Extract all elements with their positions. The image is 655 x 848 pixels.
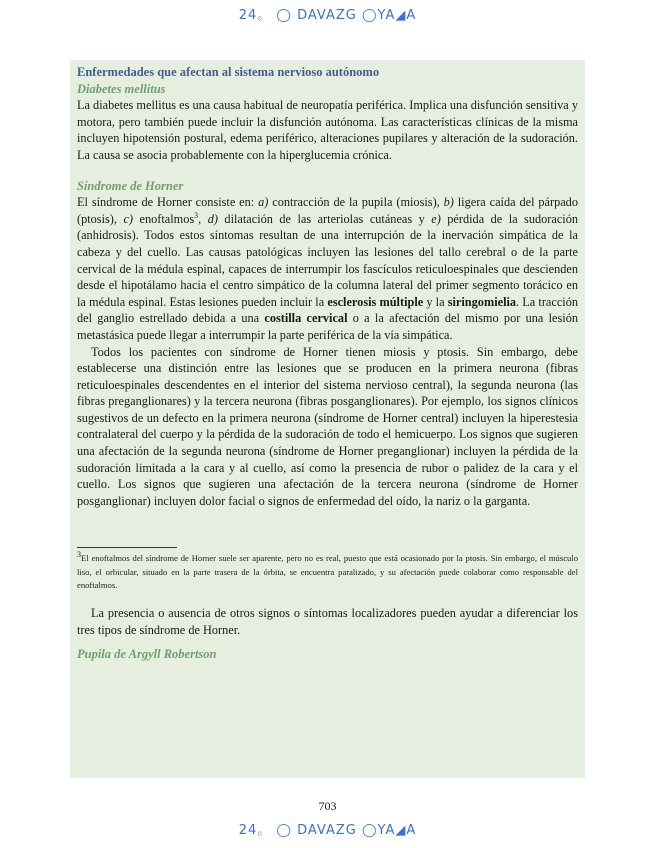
footnote-ref[interactable]: 3 [194,210,199,220]
section-heading: Enfermedades que afectan al sistema nervioso autónomo [77,65,380,79]
footnote: $^3$El enoftalmos del síndrome de Horner suele ser aparente, pero no es real, puesto que está ocasionado por la ptosis. Sin embargo, el músculo liso, el orbicular, situado en la parte trasera de la órbita, se encuentra paralizado, y su afectación puede colaborar como responsable del enoftalmos. [77,550,578,591]
paragraph-horner-2: Todos los pacientes con síndrome de Horner tienen miosis y ptosis. Sin embargo, debe establecerse una distinción entre las lesiones que se producen en la primera neurona (fibras reticuloespinales descendentes en el interior del sistema nervioso central), la segunda neurona (las fibras preganglionares) y la tercera neurona (fibras posganglionares). Por ejemplo, los signos clínicos sugestivos de un defecto en la primera neurona (síndrome de Horner central) incluyen la hiperestesia contralateral del cuerpo y la pérdida de la sudoración de todo el hemicuerpo. Los signos que sugieren una afectación de la segunda neurona (síndrome de Horner preganglionar) incluyen la pérdida de la sudoración limitada a la cara y al cuello, así como la presencia de rubor o palidez de la cara y el cuello. Los signos que sugieren una afectación de la tercera neurona (síndrome de Horner posganglionar) incluyen dolor facial o signos de enfermedad del oído, la nariz o la garganta. [77,344,578,508]
page-content [77,64,578,663]
subheading-horner: Síndrome de Horner [77,178,184,193]
paragraph-presence: La presencia o ausencia de otros signos o síntomas localizadores pueden ayudar a diferenciar los tres tipos de síndrome de Horner. [77,605,578,637]
header-banner: 24。 ◯ DAVAZG ◯YA◢A [238,8,417,23]
footnote-number: 3 [77,550,81,560]
footnote-divider [77,547,177,548]
page-number: 703 [318,799,337,813]
footer-banner: 24。 ◯ DAVAZG ◯YA◢A [238,823,417,838]
paragraph-diabetes: La diabetes mellitus es una causa habitual de neuropatía periférica. Implica una disfunción sensitiva y motora, pero también puede incluir la disfunción autónoma. Las características clínicas de la misma incluyen hipotensión postural, edema periférico, alteraciones pupilares y alteración de la sudoración. La causa se asocia probablemente con la hiperglucemia crónica. [77,98,578,162]
subheading-argyll: Pupila de Argyll Robertson [77,647,217,662]
paragraph-horner-1: El síndrome de Horner consiste en: a) contracción de la pupila (miosis), b) ligera caída del párpado (ptosis), c) enoftalmos$^3$, d) dilatación de las arteriolas cutáneas y e) pérdida de la sudoración (anhidrosis). Todos estos síntomas resultan de una interrupción de la inervación simpática de la cabeza y del cuello. Las causas patológicas incluyen las lesiones del tallo cerebral o de la parte cervical de la médula espinal, capaces de interrumpir los fascículos reticuloespinales que descienden desde el hipotálamo hacia el centro simpático de la columna lateral del primer segmento torácico en la médula espinal. Estas lesiones pueden incluir la esclerosis múltiple y la siringomielia. La tracción del ganglio estrellado debida a una costilla cervical o a la afectación del mismo por una lesión metastásica puede llegar a interrumpir la parte periférica de la vía simpática. [77,195,579,342]
subheading-diabetes: Diabetes mellitus [77,81,166,96]
